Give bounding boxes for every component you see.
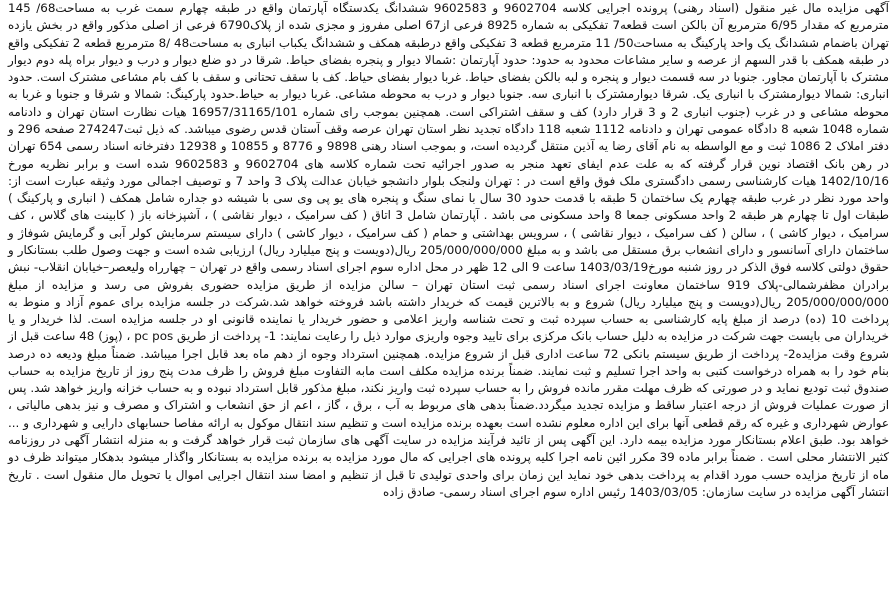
- auction-notice-body: آگهی مزایده مال غیر منقول (اسناد رهنی) پرونده اجرایی کلاسه 9602704 و 9602583 ششدانگ یکدستگاه آپارتمان واقع در طبقه چهارم سمت غرب به مساحت68/ 145 مترمربع که مقدار 6/95 مترمربع آن بالکن است قطعه7 تفکیکی به شماره 8925 فرعی از67 اصلی مفروز و مجزی شده از پلاک6790 فرعی از اصلی مذکور واقع در بخش یازده تهران باضمام ششدانگ یک واحد پارکینگ به مساحت50/ 11 مترمربع قطعه 3 تفکیکی واقع درطبقه همکف و ششدانگ یکباب انباری به مساحت48 /8 مترمربع قطعه 2 تفکیکی واقع در طبقه همکف با قدر السهم از عرصه و سایر مشاعات محدود به حدود: حدود آپارتمان :شمالا دیوار و پنجره بفضای حیاط. شرقا در دو ضلع دیوار و درب و دیوار براه پله دوم دیوار مشترک با آپارتمان مجاور. جنوبا در سه قسمت دیوار و پنجره و لبه بالکن بفضای حیاط. غربا دیوار بفضای حیاط. کف با سقف تحتانی و سقف با کف بام مشاعی مشترک است. حدود انباری: شمالا دیوارمشترک با انباری یک. شرقا دیوارمشترک با انباری سه. جنوبا دیوار و درب به محوطه مشاعی. غربا دیوار به حیاط.حدود پارکینگ: شمالا و شرقا و جنوبا و غربا به محوطه مشاعی و در غرب (جنوب انباری 2 و 3 قرار دارد) کف و سقف اشتراکی است. همچنین بموجب رای شماره 16957/31165/101 هیات نظارت استان تهران و دادنامه شماره 1048 شعبه 8 دادگاه عمومی تهران و دادنامه 1112 شعبه 118 دادگاه تجدید نظر استان تهران عرصه وقف آستان قدس رضوی میباشد. که ذیل ثبت274247 صفحه 296 و دفتر املاک 2 1086 ثبت و مع الواسطه به نام آقای رضا یه آذین منتقل گردیده است، و بموجب اسناد رهنی 9898 و 8776 و 10855 و 12938 دفترخانه اسناد رسمی 654 تهران در رهن بانک اقتصاد نوین قرار گرفته که به علت عدم ایفای تعهد منجر به صدور اجرائیه تحت شماره کلاسه های 9602704 و 9602583 شده است و برابر نظریه مورخ 1402/10/16 هیات کارشناسی رسمی دادگستری ملک فوق واقع است در : تهران ولنجک بلوار دانشجو خیابان عدالت پلاک 3 واحد 7 و توصیف اجمالی مورد وثیقه عبارت است از: واحد مورد نظر در غرب طبقه چهارم یک ساختمان 5 طبقه با قدمت حدود 30 سال با نمای سنگ و پنجره های یو پی وی سی با شیشه دو جداره شامل همکف ( انباری و پارکینگ ) طبقات اول تا چهارم هر طبقه 2 واحد مسکونی جمعا 8 واحد مسکونی می باشد . آپارتمان شامل 3 اتاق ( کف سرامیک ، دیوار نقاشی ) ، آشپزخانه باز ( کابینت های گلاس ، کف سرامیک ، دیوار کاشی ) ، سالن ( کف سرامیک ، دیوار نقاشی ) ، سرویس بهداشتی و حمام ( کف سرامیک ، دیوار کاشی ) دارای سیستم سرمایش کولر آبی و گرمایش شوفاژ و ساختمان دارای آسانسور و دارای انشعاب برق مستقل می باشد و به مبلغ 205/000/000/000 ریال(دویست و پنج میلیارد ریال) ارزیابی شده است و جهت وصول طلب بستانکار و حقوق دولتی کلاسه فوق الذکر در روز شنبه مورخ1403/03/19 ساعت 9 الی 12 ظهر در محل اداره سوم اجرای اسناد رسمی واقع در تهران – چهارراه ولیعصر–خیابان انقلاب- نبش برادران مظفرشمالی-پلاک 919 ساختمان معاونت اجرای اسناد رسمی ثبت استان تهران – سالن مزایده از طریق مزایده حضوری بفروش می رسد و مزایده از مبلغ 205/000/000/000 ریال(دویست و پنج میلیارد ریال) شروع و به بالاترین قیمت که خریدار داشته باشد فروخته خواهد شد.شرکت در جلسه مزایده برای عموم آزاد و منوط به پرداخت 10 (ده) درصد از مبلغ پایه کارشناسی به حساب سپرده ثبت و تحت شناسه واریز اعلامی و حضور خریدار یا نماینده قانونی او در جلسه مزایده است. لذا خریدار و یا خریداران می بایست جهت شرکت در مزایده به دلیل حساب بانک مرکزی برای تایید وجوه واریزی موارد ذیل را رعایت نمایند: 1- پرداخت از طریق pc pos ، (پوز) 48 ساعت قبل از شروع وقت مزایده2- پرداخت از طریق سیستم بانکی 72 ساعت اداری قبل از شروع مزایده. همچنین استرداد وجوه از دهم ماه بعد قابل اجرا میباشد. ضمناً مبلغ ودیعه ده درصد بنام خود را به همراه درخواست کتبی به واحد اجرا تسلیم و ثبت نمایند. ضمناً برنده مزایده مکلف است مابه التفاوت مبلغ فروش را ظرف مدت پنج روز از تاریخ مزایده به حساب صندوق ثبت تودیع نماید و در صورتی که ظرف مهلت مقرر مانده فروش را به حساب سپرده ثبت واریز نکند، مبلغ مذکور قابل استرداد نبوده و به حساب خزانه واریز خواهد شد. پس از صورت عملیات فروش از درجه اعتبار ساقط و مزایده تجدید میگردد.ضمناً بدهی های مربوط به آب ، برق ، گاز ، اعم از حق انشعاب و اشتراک و مصرف و نیز بدهی مالیاتی ، عوارض شهرداری و غیره که رقم قطعی آنها برای این اداره معلوم نشده است بعهده برنده مزایده است و تنظیم سند انتقال موکول به ارائه مفاصا حسابهای دارایی و شهرداری و ... خواهد بود. طبق اعلام بستانکار مورد مزایده بیمه دارد. این آگهی پس از تائید فرآیند مزایده در سایت آگهی های سازمان ثبت قرار خواهد گرفت و به منزله انتشار آگهی در روزنامه کثیر الانتشار محلی است . ضمناً برابر ماده 39 مکرر ائین نامه اجرا کلیه پرونده های اجرایی که مال مورد مزایده به برنده مزایده به بستانکار واگذار میشود بدهکار میتواند ظرف دو ماه از تاریخ مزایده حسب مورد اقدام به پرداخت بدهی خود نماید این زمان برای واحدی تولیدی تا قبل از تنظیم و امضا سند انتقال اجرایی اموال یا تحویل مال منقول است . تاریخ انتشار آگهی مزایده در سایت سازمان: 1403/03/05 رئیس اداره سوم اجرای اسناد رسمی- صادق زاده: [8, 1, 890, 499]
